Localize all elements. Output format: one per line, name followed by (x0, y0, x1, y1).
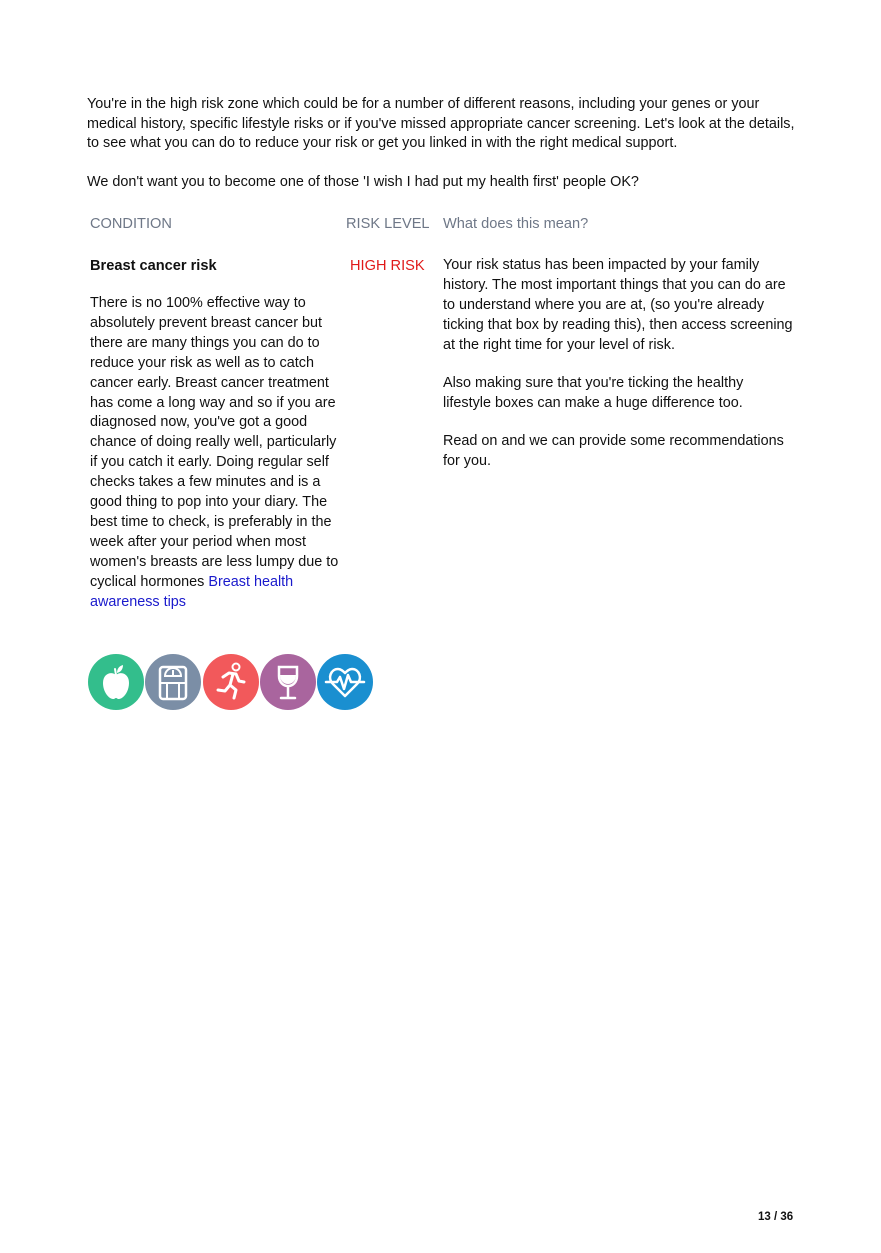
column-header-meaning: What does this mean? (443, 216, 589, 232)
intro-paragraph: We don't want you to become one of those 'I wish I had put my health first' people OK? (87, 173, 639, 190)
column-header-risk-level: RISK LEVEL (346, 216, 430, 232)
apple-icon (88, 654, 144, 710)
breast-health-tips-link[interactable]: Breast health awareness tips (90, 573, 294, 610)
meaning-paragraph: Also making sure that you're ticking the healthy lifestyle boxes can make a huge difference too. (443, 375, 744, 411)
meaning-description (443, 256, 795, 472)
condition-text: There is no 100% effective way to absolutely prevent breast cancer but there are many things you can do to reduce your risk as well as to catch cancer early. Breast cancer treatment has come a long way and so if you are diagnosed now, you've got a good chance of doing really well, particularly if you catch it early. Doing regular self checks takes a few minutes and is a good thing to pop into your diary. The best time to check, is preferably in the week after your period when most women's breasts are less lumpy due to cyclical hormones (90, 295, 339, 590)
condition-description (90, 294, 340, 613)
intro-paragraph: You're in the high risk zone which could be for a number of different reasons, including your genes or your medical history, specific lifestyle risks or if you've missed appropriate cancer screening. Let's look at the details, to see what you can do to reduce your risk or get you linked in with the right medical support. (87, 96, 795, 152)
page-number: 13 / 36 (758, 1211, 794, 1223)
column-header-condition: CONDITION (90, 216, 172, 232)
heartbeat-icon (317, 654, 373, 710)
condition-title: Breast cancer risk (90, 258, 217, 274)
meaning-paragraph: Your risk status has been impacted by your family history. The most important things that you can do are to understand where you are at, (so you're already ticking that box by reading this), then access screening at the right time for your level of risk. (443, 257, 793, 353)
lifestyle-icons (88, 654, 378, 710)
meaning-paragraph: Read on and we can provide some recommendations for you. (443, 433, 784, 470)
intro-section (87, 95, 802, 192)
risk-level-badge: HIGH RISK (350, 258, 425, 274)
wine-glass-icon (260, 654, 316, 710)
scale-icon (145, 654, 201, 710)
runner-icon (203, 654, 259, 710)
